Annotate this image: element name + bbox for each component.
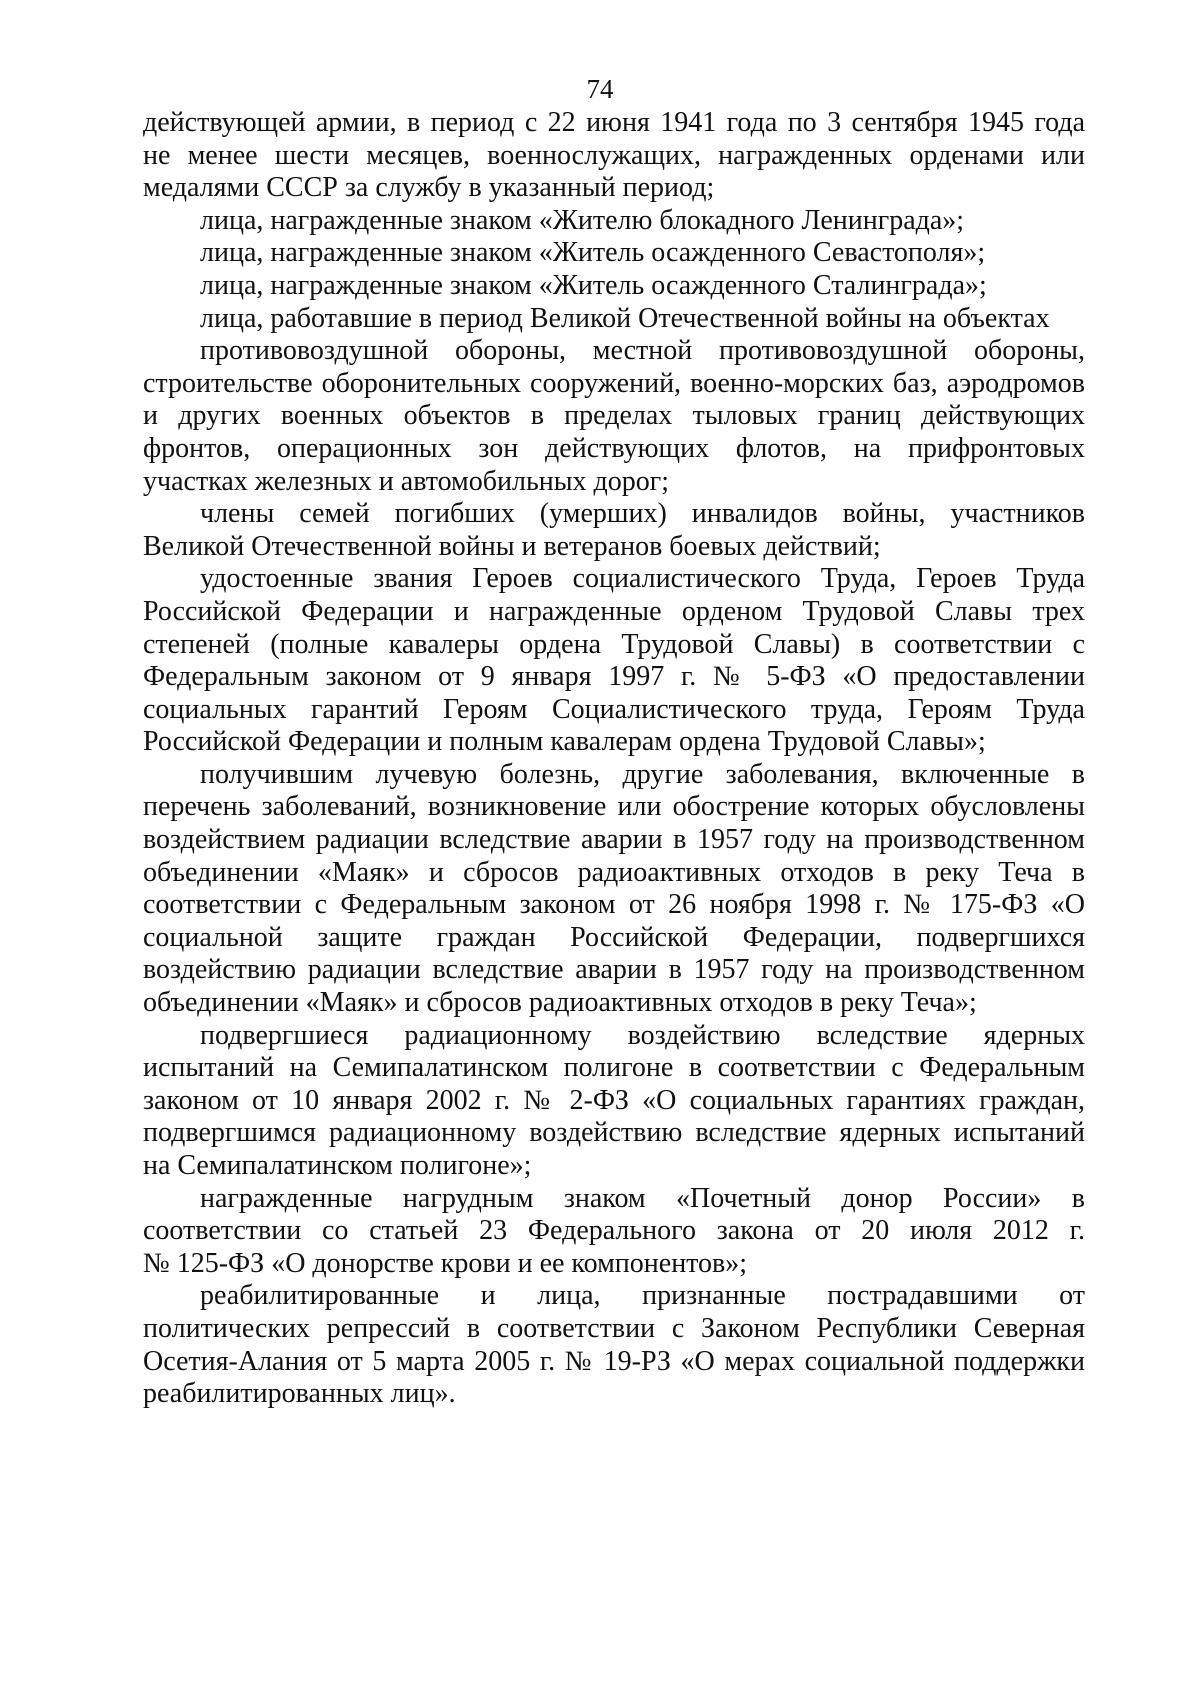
text-line: удостоенные звания Героев социалистического Труда, Героев Труда — [200, 563, 1085, 595]
text-line: Российской Федерации и награжденные орденом Трудовой Славы трех — [143, 595, 1085, 627]
text-line: получившим лучевую болезнь, другие заболевания, включенные в — [200, 758, 1085, 790]
text-line: действующей армии, в период с 22 июня 1941 года по 3 сентября 1945 года — [143, 107, 1085, 138]
document-body — [143, 107, 1085, 1411]
text-line: на Семипалатинском полигоне»; — [143, 1150, 532, 1181]
text-line: политических репрессий в соответствии с Законом Республики Северная — [143, 1312, 1085, 1344]
text-line: лица, награжденные знаком «Жителю блокадного Ленинграда»; — [200, 204, 965, 236]
text-line: члены семей погибших (умерших) инвалидов войны, участников — [200, 498, 1085, 530]
text-line: Осетия-Алания от 5 марта 2005 г. № 19-РЗ «О мерах социальной поддержки — [143, 1345, 1085, 1377]
text-line: степеней (полные кавалеры ордена Трудовой Славы) в соответствии с — [143, 628, 1085, 660]
text-line: соответствии с Федеральным законом от 26 ноября 1998 г. № 175-ФЗ «О — [143, 889, 1085, 921]
text-line: реабилитированных лиц». — [143, 1378, 456, 1410]
text-line: награжденные нагрудным знаком «Почетный донор России» в — [200, 1182, 1085, 1214]
text-line: воздействию радиации вследствие аварии в 1957 году на производственном — [143, 954, 1085, 986]
text-line: подвергшиеся радиационному воздействию вследствие ядерных — [200, 1019, 1085, 1051]
text-line: строительстве оборонительных сооружений, военно-морских баз, аэродромов — [143, 367, 1085, 399]
text-line: лица, награжденные знаком «Житель осажденного Сталинграда»; — [200, 269, 987, 301]
text-line: Великой Отечественной войны и ветеранов боевых действий; — [143, 530, 881, 562]
text-line: не менее шести месяцев, военнослужащих, награжденных орденами или — [143, 139, 1085, 171]
text-line: перечень заболеваний, возникновение или обострение которых обусловлены — [143, 791, 1085, 823]
page-number: 74 — [586, 74, 614, 104]
text-line: воздействием радиации вследствие аварии в 1957 году на производственном — [143, 824, 1085, 856]
text-line: Российской Федерации и полным кавалерам ордена Трудовой Славы»; — [143, 726, 986, 758]
text-line: объединении «Маяк» и сбросов радиоактивных отходов в реку Теча»; — [143, 987, 977, 1019]
text-line: фронтов, операционных зон действующих флотов, на прифронтовых — [143, 432, 1085, 464]
text-line: № 125-ФЗ «О донорстве крови и ее компонентов»; — [143, 1247, 748, 1279]
text-line: подвергшимся радиационному воздействию вследствие ядерных испытаний — [143, 1117, 1085, 1149]
text-line: испытаний на Семипалатинском полигоне в соответствии с Федеральным — [143, 1052, 1085, 1084]
text-line: и других военных объектов в пределах тыловых границ действующих — [143, 400, 1085, 432]
text-line: противовоздушной обороны, местной противовоздушной обороны, — [200, 335, 1085, 367]
text-line: реабилитированные и лица, признанные пострадавшими от — [200, 1280, 1085, 1312]
text-line: медалями СССР за службу в указанный период; — [143, 172, 715, 204]
text-line: социальных гарантий Героям Социалистического труда, Героям Труда — [143, 693, 1085, 725]
text-line: лица, награжденные знаком «Житель осажденного Севастополя»; — [200, 237, 986, 269]
text-line: объединении «Маяк» и сбросов радиоактивных отходов в реку Теча в — [143, 856, 1085, 888]
text-line: Федеральным законом от 9 января 1997 г. № 5-ФЗ «О предоставлении — [143, 661, 1085, 693]
text-line: соответствии со статьей 23 Федерального закона от 20 июля 2012 г. — [143, 1215, 1085, 1247]
text-line: участках железных и автомобильных дорог; — [143, 465, 670, 497]
text-line: лица, работавшие в период Великой Отечественной войны на объектах — [200, 302, 1050, 334]
text-line: социальной защите граждан Российской Федерации, подвергшихся — [143, 921, 1085, 953]
text-line: законом от 10 января 2002 г. № 2-ФЗ «О социальных гарантиях граждан, — [143, 1084, 1085, 1116]
